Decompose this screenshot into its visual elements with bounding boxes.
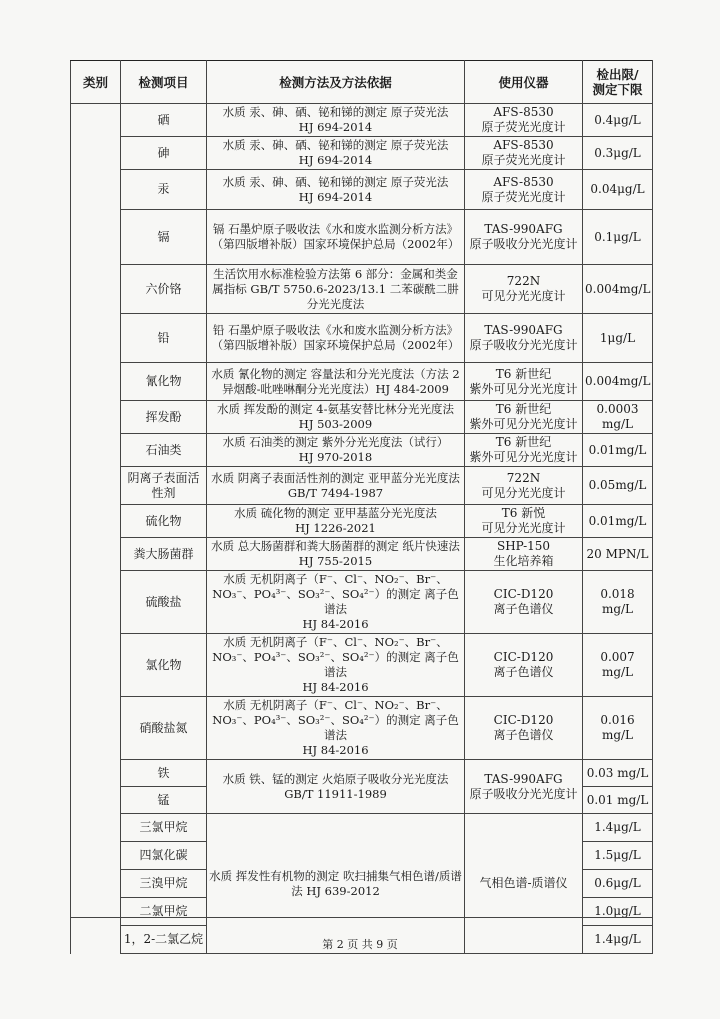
limit-cell: 0.004mg/L: [583, 265, 653, 314]
item-cell: 硫酸盐: [121, 571, 207, 634]
method-cell: 水质 汞、砷、硒、铋和锑的测定 原子荧光法 HJ 694-2014: [207, 137, 465, 170]
instrument-cell: TAS-990AFG 原子吸收分光光度计: [465, 210, 583, 265]
method-cell: 水质 汞、砷、硒、铋和锑的测定 原子荧光法 HJ 694-2014: [207, 170, 465, 210]
table-row: [71, 265, 653, 314]
limit-cell: 0.007 mg/L: [583, 634, 653, 697]
table-row: [71, 760, 653, 787]
header-item: 检测项目: [121, 61, 207, 104]
item-cell: 1，2-二氯乙烷: [121, 926, 207, 954]
instrument-cell: AFS-8530 原子荧光光度计: [465, 170, 583, 210]
item-cell: 铅: [121, 314, 207, 363]
table-row: [71, 363, 653, 401]
table-row: [71, 505, 653, 538]
instrument-cell: AFS-8530 原子荧光光度计: [465, 137, 583, 170]
table-row: [71, 314, 653, 363]
instrument-cell: CIC-D120 离子色谱仪: [465, 697, 583, 760]
item-cell: 铁: [121, 760, 207, 787]
table-row: [71, 634, 653, 697]
category-cell: [71, 104, 121, 954]
instrument-cell: TAS-990AFG 原子吸收分光光度计: [465, 760, 583, 814]
method-cell: 水质 硫化物的测定 亚甲基蓝分光光度法 HJ 1226-2021: [207, 505, 465, 538]
instrument-cell: T6 新悦 可见分光光度计: [465, 505, 583, 538]
method-cell: 水质 铁、锰的测定 火焰原子吸收分光光度法 GB/T 11911-1989: [207, 760, 465, 814]
limit-cell: 0.01 mg/L: [583, 787, 653, 814]
table-bottom-rule: [70, 917, 652, 918]
method-cell: 水质 氰化物的测定 容量法和分光光度法（方法 2 异烟酸-吡唑啉酮分光光度法）HJ 484-2009: [207, 363, 465, 401]
item-cell: 三溴甲烷: [121, 870, 207, 898]
limit-cell: 0.03 mg/L: [583, 760, 653, 787]
method-cell: 水质 总大肠菌群和粪大肠菌群的测定 纸片快速法 HJ 755-2015: [207, 538, 465, 571]
item-cell: 硝酸盐氮: [121, 697, 207, 760]
limit-cell: 0.1μg/L: [583, 210, 653, 265]
table-row: [71, 571, 653, 634]
item-cell: 砷: [121, 137, 207, 170]
item-cell: 汞: [121, 170, 207, 210]
instrument-cell: TAS-990AFG 原子吸收分光光度计: [465, 314, 583, 363]
instrument-cell: CIC-D120 离子色谱仪: [465, 571, 583, 634]
detection-methods-table: [70, 60, 653, 954]
instrument-cell: CIC-D120 离子色谱仪: [465, 634, 583, 697]
header-method: 检测方法及方法依据: [207, 61, 465, 104]
limit-cell: 0.04μg/L: [583, 170, 653, 210]
table-row: [71, 538, 653, 571]
method-cell: 水质 无机阴离子（F⁻、Cl⁻、NO₂⁻、Br⁻、NO₃⁻、PO₄³⁻、SO₃²⁻、SO₄²⁻）的测定 离子色谱法 HJ 84-2016: [207, 634, 465, 697]
item-cell: 氯化物: [121, 634, 207, 697]
page-footer: 第 2 页 共 9 页: [322, 938, 398, 951]
table-row: [71, 137, 653, 170]
limit-cell: 0.0003 mg/L: [583, 401, 653, 434]
instrument-cell: T6 新世纪 紫外可见分光光度计: [465, 434, 583, 467]
table-row: [71, 434, 653, 467]
item-cell: 二氯甲烷: [121, 898, 207, 926]
header-category: 类别: [71, 61, 121, 104]
limit-cell: 1.4μg/L: [583, 926, 653, 954]
item-cell: 三氯甲烷: [121, 814, 207, 842]
item-cell: 石油类: [121, 434, 207, 467]
instrument-cell: 722N 可见分光光度计: [465, 467, 583, 505]
limit-cell: 0.05mg/L: [583, 467, 653, 505]
limit-cell: 0.018 mg/L: [583, 571, 653, 634]
table-row: [71, 170, 653, 210]
table-row: [71, 814, 653, 842]
limit-cell: 0.01mg/L: [583, 434, 653, 467]
table-row: [71, 697, 653, 760]
instrument-cell: T6 新世纪 紫外可见分光光度计: [465, 401, 583, 434]
instrument-cell: AFS-8530 原子荧光光度计: [465, 104, 583, 137]
limit-cell: 0.4μg/L: [583, 104, 653, 137]
table-row: [71, 401, 653, 434]
header-limit: 检出限/ 测定下限: [583, 61, 653, 104]
method-cell: 铅 石墨炉原子吸收法《水和废水监测分析方法》（第四版增补版）国家环境保护总局（2002年）: [207, 314, 465, 363]
table-row: [71, 210, 653, 265]
header-instrument: 使用仪器: [465, 61, 583, 104]
item-cell: 镉: [121, 210, 207, 265]
limit-cell: 20 MPN/L: [583, 538, 653, 571]
table-row: [71, 467, 653, 505]
item-cell: 四氯化碳: [121, 842, 207, 870]
table-header-row: [71, 61, 653, 104]
limit-cell: 0.004mg/L: [583, 363, 653, 401]
method-cell: 水质 无机阴离子（F⁻、Cl⁻、NO₂⁻、Br⁻、NO₃⁻、PO₄³⁻、SO₃²⁻、SO₄²⁻）的测定 离子色谱法 HJ 84-2016: [207, 697, 465, 760]
item-cell: 六价铬: [121, 265, 207, 314]
limit-cell: 0.3μg/L: [583, 137, 653, 170]
limit-cell: 1.4μg/L: [583, 814, 653, 842]
method-cell: 水质 挥发性有机物的测定 吹扫捕集气相色谱/质谱法 HJ 639-2012: [207, 814, 465, 954]
method-cell: 水质 挥发酚的测定 4-氨基安替比林分光光度法 HJ 503-2009: [207, 401, 465, 434]
table-row: [71, 104, 653, 137]
instrument-cell: SHP-150 生化培养箱: [465, 538, 583, 571]
method-cell: 镉 石墨炉原子吸收法《水和废水监测分析方法》（第四版增补版）国家环境保护总局（2002年）: [207, 210, 465, 265]
item-cell: 挥发酚: [121, 401, 207, 434]
item-cell: 阴离子表面活性剂: [121, 467, 207, 505]
item-cell: 硫化物: [121, 505, 207, 538]
limit-cell: 1μg/L: [583, 314, 653, 363]
limit-cell: 1.0μg/L: [583, 898, 653, 926]
limit-cell: 1.5μg/L: [583, 842, 653, 870]
method-cell: 水质 阴离子表面活性剂的测定 亚甲蓝分光光度法 GB/T 7494-1987: [207, 467, 465, 505]
limit-cell: 0.6μg/L: [583, 870, 653, 898]
method-cell: 生活饮用水标准检验方法第 6 部分：金属和类金属指标 GB/T 5750.6-2023/13.1 二苯碳酰二肼分光光度法: [207, 265, 465, 314]
method-cell: 水质 无机阴离子（F⁻、Cl⁻、NO₂⁻、Br⁻、NO₃⁻、PO₄³⁻、SO₃²⁻、SO₄²⁻）的测定 离子色谱法 HJ 84-2016: [207, 571, 465, 634]
method-cell: 水质 石油类的测定 紫外分光光度法（试行） HJ 970-2018: [207, 434, 465, 467]
instrument-cell: 气相色谱-质谱仪: [465, 814, 583, 954]
item-cell: 硒: [121, 104, 207, 137]
item-cell: 粪大肠菌群: [121, 538, 207, 571]
limit-cell: 0.01mg/L: [583, 505, 653, 538]
instrument-cell: T6 新世纪 紫外可见分光光度计: [465, 363, 583, 401]
method-cell: 水质 汞、砷、硒、铋和锑的测定 原子荧光法 HJ 694-2014: [207, 104, 465, 137]
item-cell: 锰: [121, 787, 207, 814]
instrument-cell: 722N 可见分光光度计: [465, 265, 583, 314]
item-cell: 氰化物: [121, 363, 207, 401]
limit-cell: 0.016 mg/L: [583, 697, 653, 760]
